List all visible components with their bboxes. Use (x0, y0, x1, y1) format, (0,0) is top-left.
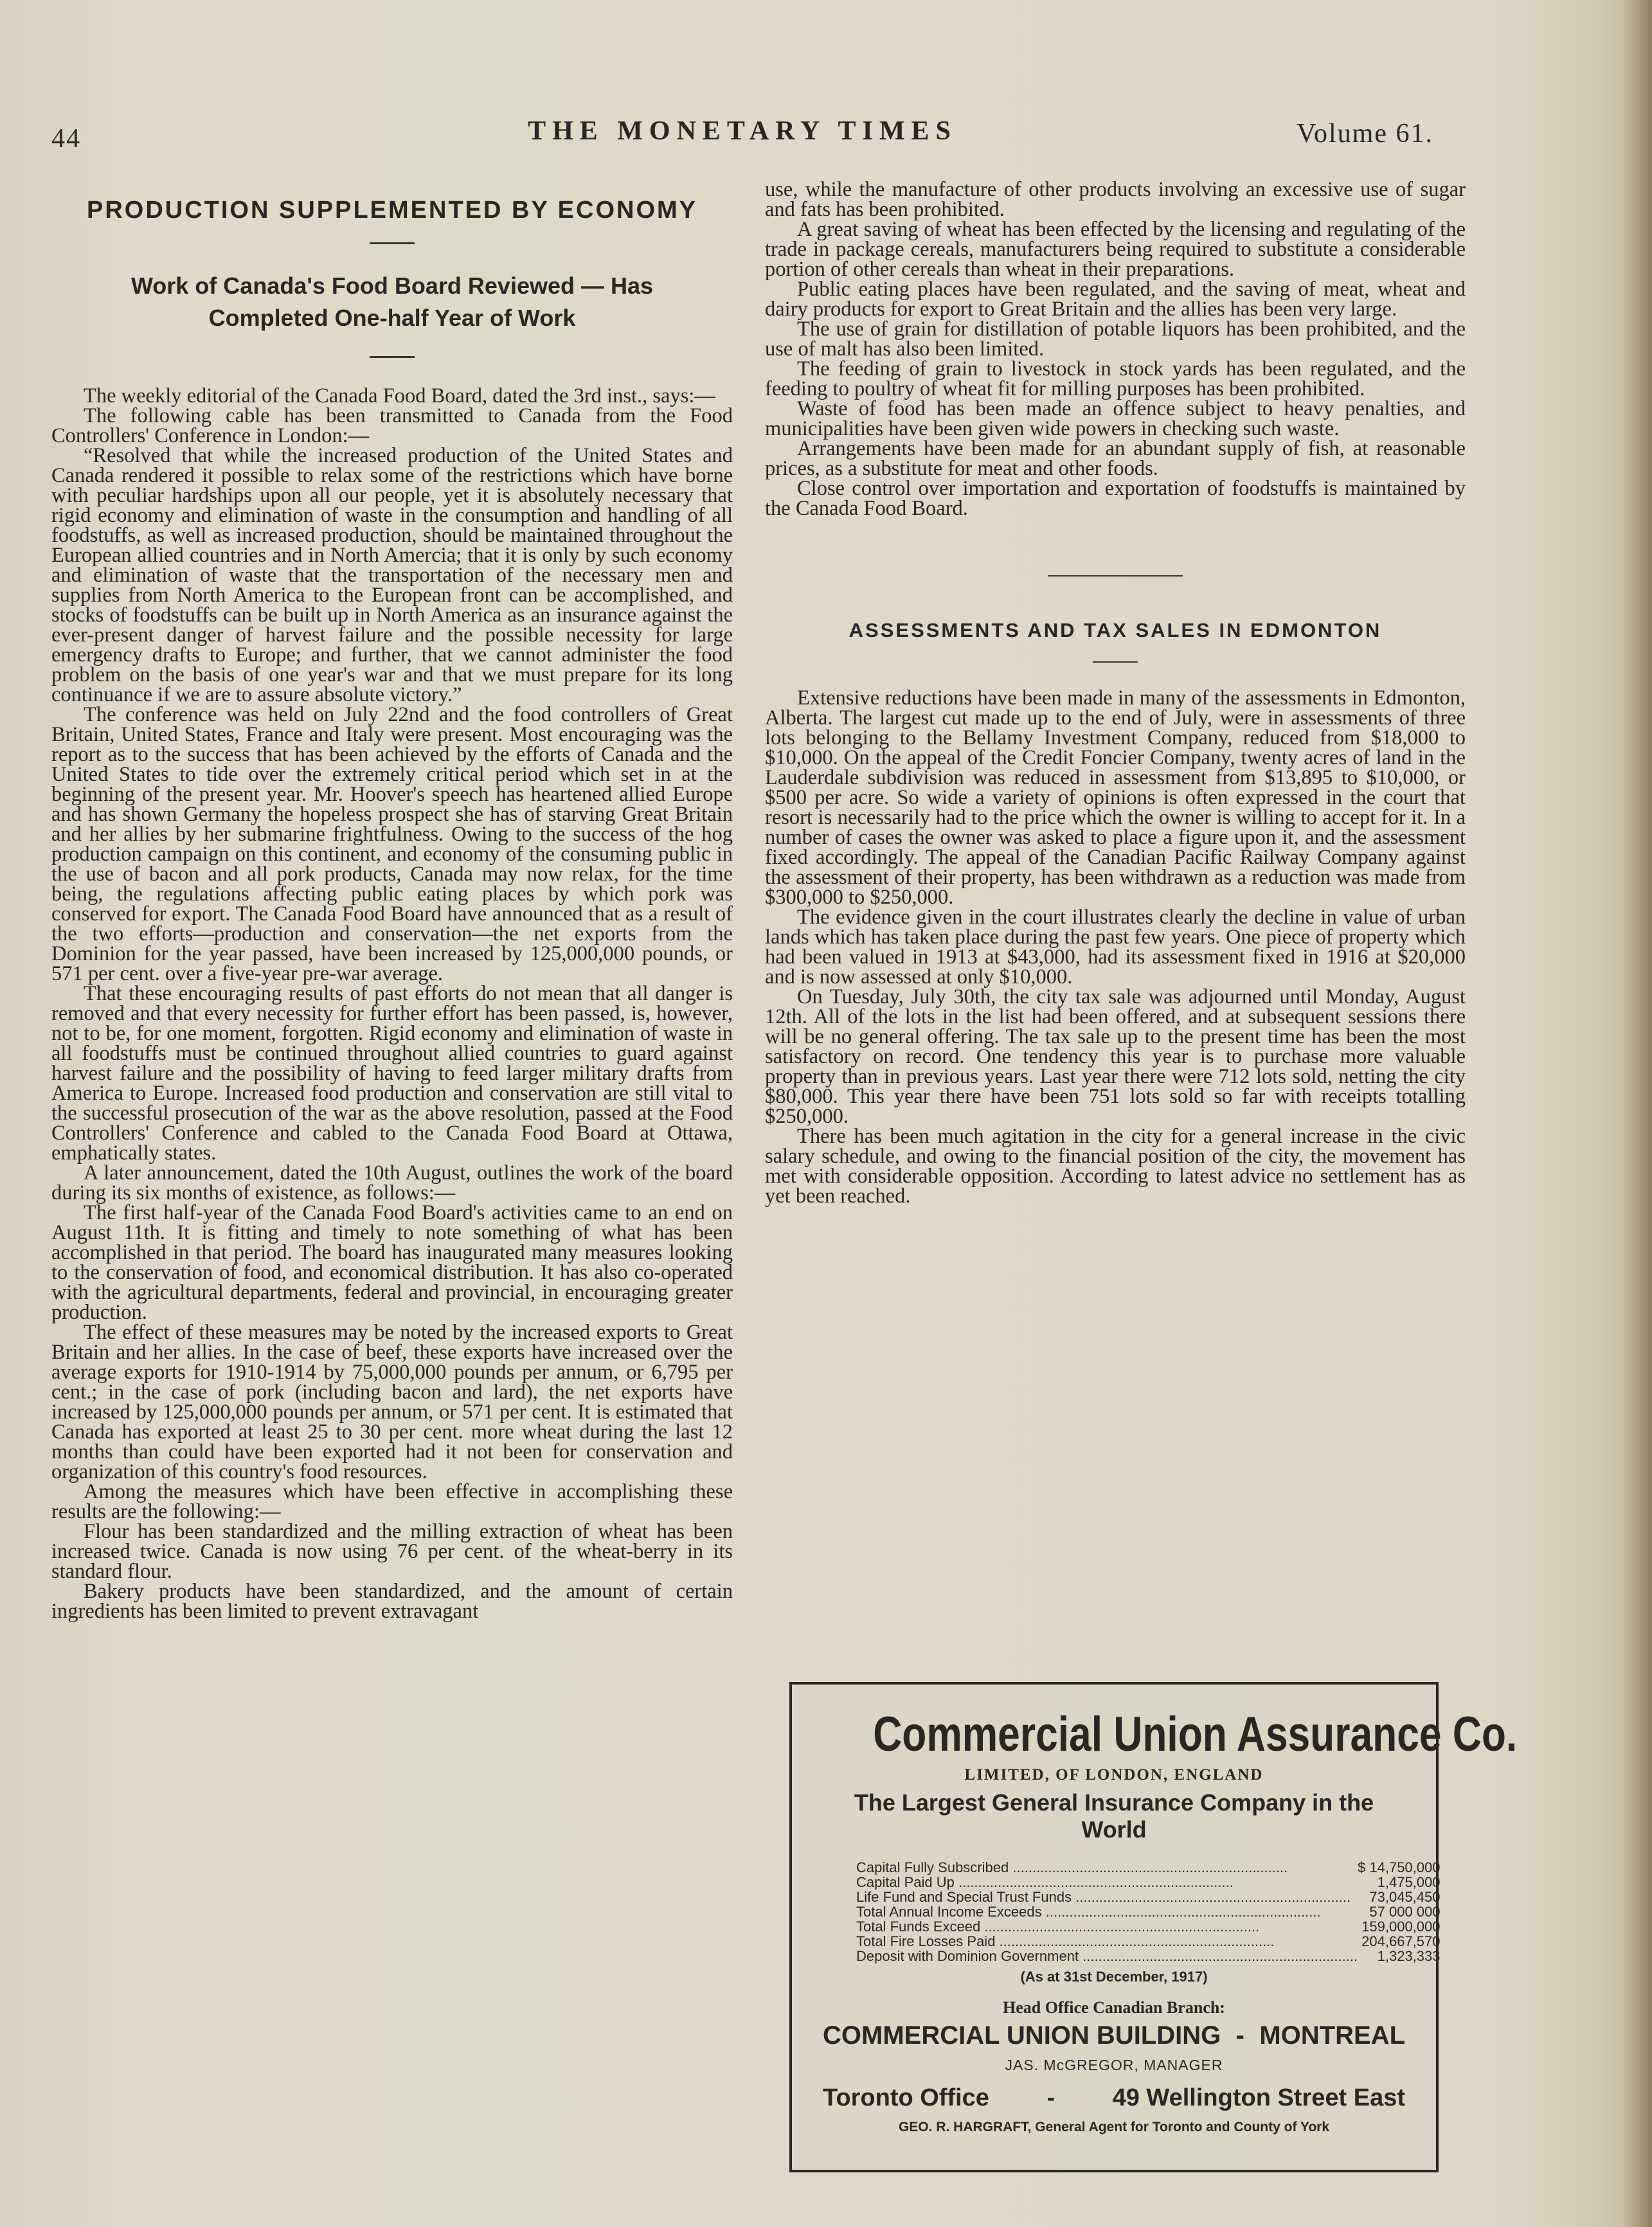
financial-label: Life Fund and Special Trust Funds ..... (856, 1890, 1358, 1904)
paragraph: The conference was held on July 22nd and the food controllers of Great Britain, United States, France and Italy were present. Most encouraging was the report as to the success that has been achieved by the efforts of Canada and the United States to tide over the extremely critical period which set in at the beginning of the present year. Mr. Hoover's speech has heartened allied Europe and has shown Germany the hopeless prospect she has of starving Great Britain and her allies by her submarine frightfulness. Owing to the success of the hog production campaign on this continent, and economy of the consuming public in the use of bacon and all pork products, Canada may now relax, for the time being, the regulations affecting public eating places by which pork was conserved for export. The Canada Food Board have announced that as a result of the two efforts—production and conservation—the net exports from the Dominion for the year passed, have been increased by 125,000,000 pounds, or 571 per cent. over a five-year pre-war average. (51, 703, 733, 985)
table-row (856, 1890, 1441, 1904)
ad-toronto-line (820, 2084, 1408, 2112)
running-head (51, 116, 1433, 154)
paragraph: That these encouraging results of past efforts do not mean that all danger is removed and that every necessity for further effort has been passed, is, however, not to be, for one moment, forgotten. Rigid economy and elimination of waste in all foodstuffs must be continued throughout allied countries to guard against harvest failure and the possibility of having to feed larger military drafts from America to Europe. Increased food production and conservation are still vital to the successful prosecution of the war as the above resolution, passed at the Food Controllers' Conference and cabled to the Canada Food Board at Ottawa, emphatically states. (51, 982, 733, 1165)
ad-city: MONTREAL (1259, 2021, 1405, 2050)
headline-rule (1093, 661, 1138, 663)
financial-value: 73,045,450 (1369, 1889, 1441, 1905)
paragraph: Flour has been standardized and the milling extraction of wheat has been increased twice. Canada is now using 76 per cent. of the wheat-berry in its standard flour. (51, 1520, 733, 1583)
ad-limited-line: LIMITED, OF LONDON, ENGLAND (964, 1766, 1264, 1784)
paragraph: Public eating places have been regulated, and the saving of meat, wheat and dairy products for export to Great Britain and the allies has been very large. (765, 278, 1466, 321)
paragraph: On Tuesday, July 30th, the city tax sale was adjourned until Monday, August 12th. All of the lots in the list had been offered, and at subsequent sessions there will be no general offering. The tax sale up to the present time has been the most satisfactory on record. One tendency this year is to purchase more valuable property than in previous years. Last year there were 712 lots sold, netting the city $80,000. This year there have been 751 lots sold so far with receipts totalling $250,000. (765, 985, 1466, 1128)
paragraph: Extensive reductions have been made in many of the assessments in Edmonton, Alberta. The largest cut made up to the end of July, were in assessments of three lots belonging to the Bellamy Investment Company, reduced from $18,000 to $10,000. On the appeal of the Credit Foncier Company, twenty acres of land in the Lauderdale subdivision was reduced in assessment from $13,895 to $10,000, or $500 per acre. So wide a variety of opinions is often expressed in the court that resort is necessarily had to the price which the owner is willing to accept for it. In a number of cases the owner was asked to place a figure upon it, and the assessment fixed accordingly. The appeal of the Canadian Pacific Railway Company against the assessment of their property, has been withdrawn as a reduction was made from $300,000 to $250,000. (765, 686, 1466, 909)
paragraph: The weekly editorial of the Canada Food Board, dated the 3rd inst., says:— (84, 384, 715, 407)
financial-label: Capital Fully Subscribed ..... (856, 1860, 1358, 1875)
table-row (856, 1875, 1441, 1890)
paragraph: The feeding of grain to livestock in stock yards has been regulated, and the feeding to poultry of wheat fit for milling purposes has been prohibited. (765, 357, 1466, 400)
subheadline-rule (370, 356, 415, 358)
paragraph: A later announcement, dated the 10th August, outlines the work of the board during its six months of existence, as follows:— (51, 1161, 733, 1204)
financial-value: 1,475,000 (1377, 1874, 1441, 1890)
ad-dash: - (1235, 2021, 1244, 2050)
financial-label: Total Funds Exceed ..... (856, 1919, 1358, 1934)
paragraph: Waste of food has been made an offence subject to heavy penalties, and municipalities have been given wide powers in checking such waste. (765, 397, 1466, 440)
table-row (856, 1949, 1441, 1963)
page-spine-shadow (1621, 0, 1652, 2227)
financial-label: Total Fire Losses Paid ..... (856, 1934, 1358, 1949)
financial-label: Total Annual Income Exceeds ..... (856, 1904, 1358, 1919)
financial-label: Capital Paid Up ..... (856, 1875, 1358, 1890)
article-divider (1048, 575, 1183, 577)
volume-label: Volume 61. (1297, 119, 1433, 148)
ad-agent: GEO. R. HARGRAFT, General Agent for Toronto and County of York (898, 2120, 1330, 2134)
paragraph: The effect of these measures may be noted by the increased exports to Great Britain and her allies. In the case of beef, these exports have increased over the average exports for 1910-1914 by 75,000,000 pounds per annum, or 6,795 per cent.; in the case of pork (including bacon and lard), the net exports have increased by 125,000,000 pounds per annum, or 571 per cent. It is estimated that Canada has exported at least 25 to 30 per cent. more wheat during the last 12 months than could have been exported had it not been for conservation and organization of this country's food resources. (51, 1321, 733, 1483)
paragraph: The use of grain for distillation of potable liquors has been prohibited, and the use of malt has also been limited. (765, 318, 1466, 361)
paragraph: use, while the manufacture of other products involving an excessive use of sugar and fats has been prohibited. (765, 178, 1466, 221)
table-row (856, 1934, 1441, 1949)
ad-manager: JAS. McGREGOR, MANAGER (1005, 2057, 1223, 2073)
table-row (856, 1919, 1441, 1934)
left-column (51, 180, 733, 1622)
paragraph: Bakery products have been standardized, and the amount of certain ingredients has been limited to prevent extravagant (51, 1580, 733, 1623)
ad-as-at-date: (As at 31st December, 1917) (1020, 1969, 1208, 1985)
article-subheadline: Work of Canada's Food Board Reviewed — Has Completed One-half Year of Work (130, 273, 654, 331)
paragraph: There has been much agitation in the city for a general increase in the civic salary schedule, and owing to the financial position of the city, the movement has met with considerable opposition. According to latest advice no settlement has as yet been reached. (765, 1125, 1466, 1208)
table-row (856, 1904, 1441, 1919)
page-number: 44 (51, 124, 81, 154)
financial-value: 1,323,333 (1377, 1948, 1441, 1964)
paragraph: Among the measures which have been effective in accomplishing these results are the following:— (51, 1480, 733, 1523)
publication-title: THE MONETARY TIMES (528, 116, 957, 146)
paragraph: The first half-year of the Canada Food Board's activities came to an end on August 11th. It is fitting and timely to note something of what has been accomplished in that period. The board has inaugurated many measures looking to the conservation of food, and economical distribution. It has also co-operated with the agricultural departments, federal and provincial, in encouraging greater production. (51, 1201, 733, 1324)
paragraph: Arrangements have been made for an abundant supply of fish, at reasonable prices, as a substitute for meat and other foods. (765, 437, 1466, 480)
ad-company-name: Commercial Union Assurance Co. (873, 1707, 1518, 1762)
paragraph: Close control over importation and exportation of foodstuffs is maintained by the Canada Food Board. (765, 477, 1466, 520)
ad-head-office-label: Head Office Canadian Branch: (1003, 1998, 1225, 2017)
article-body (51, 386, 733, 1622)
ad-tagline: The Largest General Insurance Company in the World (854, 1789, 1374, 1843)
financial-value: 57 000 000 (1369, 1904, 1441, 1920)
article-headline: PRODUCTION SUPPLEMENTED BY ECONOMY (86, 197, 698, 224)
insurance-advertisement (789, 1682, 1518, 2172)
ad-toronto-office: Toronto Office (823, 2084, 989, 2111)
financial-label: Deposit with Dominion Government ..... (856, 1949, 1358, 1963)
financial-value: $ 14,750,000 (1358, 1859, 1441, 1875)
article-headline-edmonton: ASSESSMENTS AND TAX SALES IN EDMONTON (848, 619, 1382, 641)
paragraph: “Resolved that while the increased production of the United States and Canada rendered it possible to relax some of the restrictions which have borne with peculiar hardships upon all our people, yet it is absolutely necessary that rigid economy and elimination of waste in the consumption and handling of all foodstuffs, as well as increased production, should be maintained throughout the European allied countries and in North Amercia; that it is only by such economy and elimination of waste that the transportation of the necessary men and supplies from North America to the European front can be accomplished, and stocks of foodstuffs can be built up in North America as an insurance against the ever-present danger of harvest failure and the possible necessity for large emergency drafts to Europe; and further, that we cannot administer the food problem on the basis of one year's war and that we must prepare for its long continuance if we are to assure absolute victory.” (51, 444, 733, 706)
ad-building-line (820, 2021, 1408, 2050)
right-column (765, 180, 1466, 1206)
article-continuation (765, 180, 1466, 519)
ad-financials-table (856, 1860, 1441, 1963)
ad-dash: - (1046, 2084, 1055, 2111)
financial-value: 204,667,570 (1361, 1933, 1441, 1949)
table-row (856, 1860, 1441, 1875)
ad-toronto-address: 49 Wellington Street East (1112, 2084, 1405, 2111)
financial-value: 159,000,000 (1361, 1918, 1441, 1935)
article-body-edmonton (765, 688, 1466, 1206)
paragraph: The following cable has been transmitted to Canada from the Food Controllers' Conference in London:— (51, 404, 733, 447)
paragraph: A great saving of wheat has been effected by the licensing and regulating of the trade in package cereals, manufacturers being required to substitute a considerable portion of other cereals than wheat in their preparations. (765, 218, 1466, 281)
headline-rule (370, 242, 415, 244)
paragraph: The evidence given in the court illustrates clearly the decline in value of urban lands which has taken place during the past few years. One piece of property which had been valued in 1913 at $43,000, had its assessment fixed in 1916 at $20,000 and is now assessed at only $10,000. (765, 906, 1466, 988)
ad-building-name: COMMERCIAL UNION BUILDING (823, 2021, 1221, 2050)
